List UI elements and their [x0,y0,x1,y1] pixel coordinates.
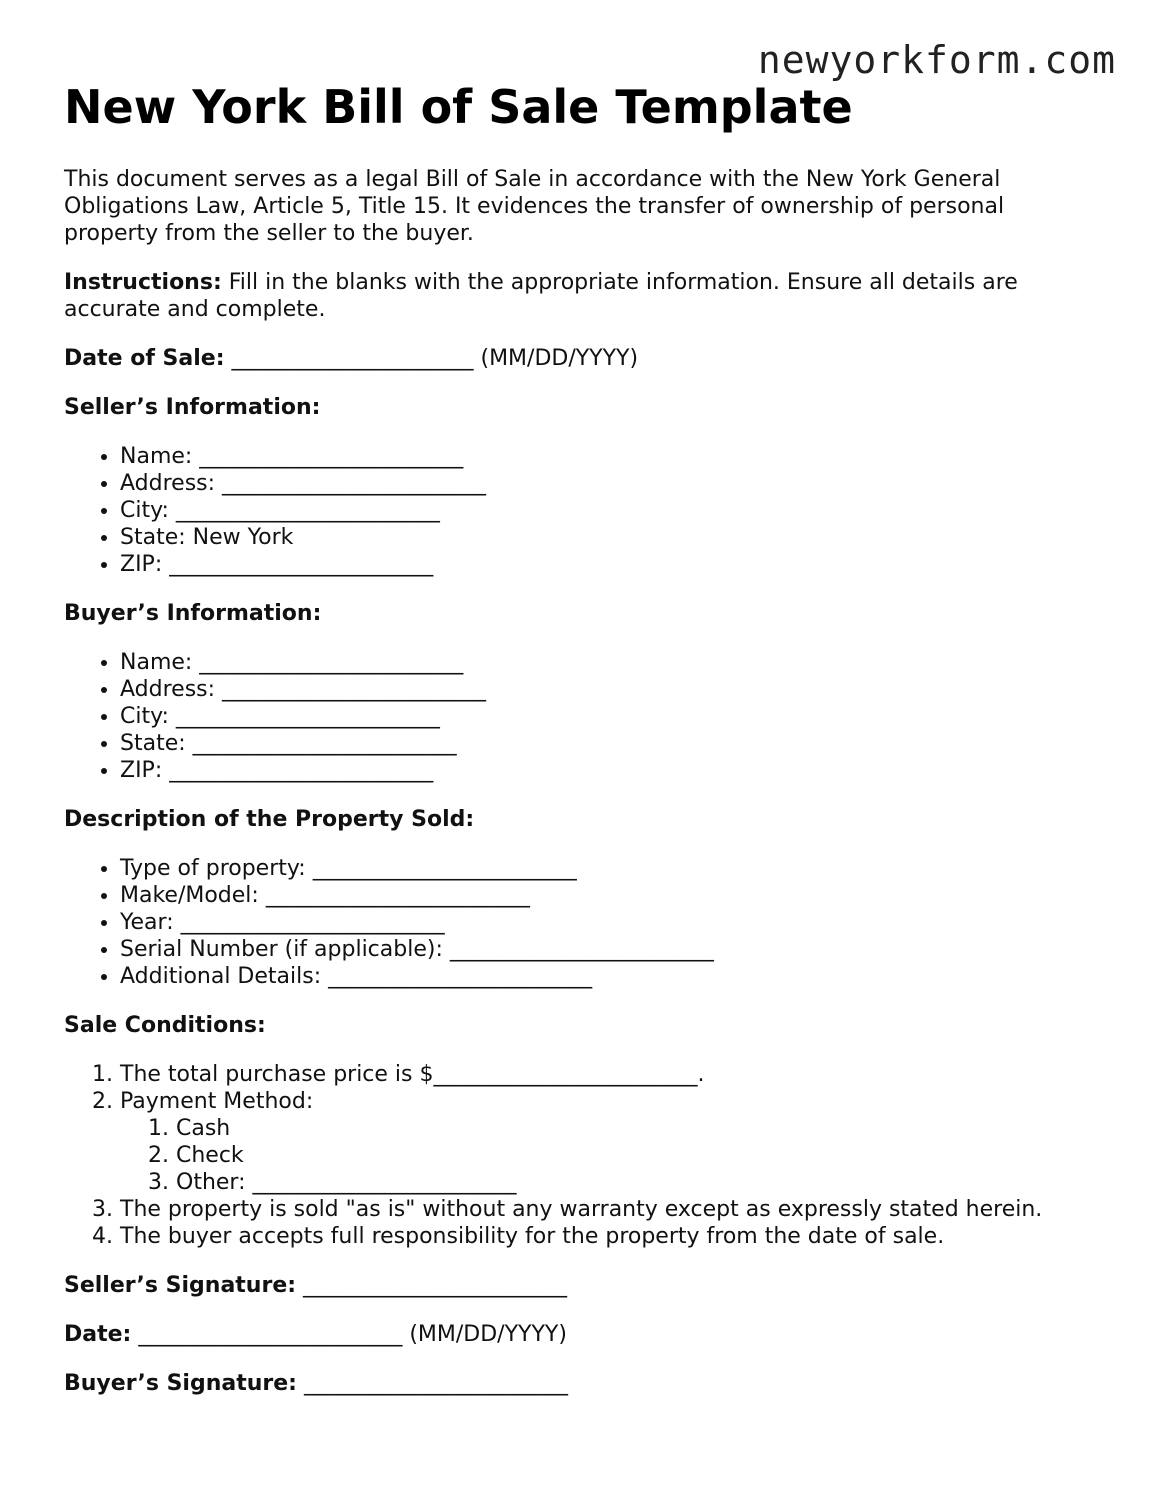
payment-method-label: Payment Method: [120,1089,314,1114]
list-item: • ZIP: ________________________ [120,757,1094,784]
property-list [64,855,1094,990]
list-item: • Additional Details: ________________________ [120,963,1094,990]
list-item: 3. Other: ________________________ [176,1169,1094,1196]
condition-responsibility: 4. The buyer accepts full responsibility for the property from the date of sale. [120,1223,1094,1250]
list-item: • City: ________________________ [120,703,1094,730]
list-item: 2. Check [176,1142,1094,1169]
property-heading [64,806,1094,833]
buyer-heading-text: Buyer’s Information: [64,601,322,626]
seller-heading-text: Seller’s Information: [64,395,321,420]
seller-signature-field [64,1272,1094,1299]
signature-date-field [64,1321,1094,1348]
date-of-sale-label: Date of Sale: [64,346,225,371]
property-heading-text: Description of the Property Sold: [64,807,475,832]
buyer-signature-blank: ________________________ [303,1371,568,1396]
buyer-info-list [64,649,1094,784]
list-item: • Name: ________________________ [120,443,1094,470]
document-body [64,166,1094,1419]
list-item: • City: ________________________ [120,497,1094,524]
buyer-signature-label: Buyer’s Signature: [64,1371,297,1396]
list-item: • Serial Number (if applicable): ________________________ [120,936,1094,963]
date-of-sale-blank: ______________________ (MM/DD/YYYY) [231,346,639,371]
list-item: • ZIP: ________________________ [120,551,1094,578]
seller-signature-label: Seller’s Signature: [64,1273,297,1298]
list-item: • State: New York [120,524,1094,551]
buyer-heading [64,600,1094,627]
signature-date-blank: ________________________ (MM/DD/YYYY) [138,1322,567,1347]
intro-paragraph: This document serves as a legal Bill of Sale in accordance with the New York General Obligations Law, Article 5, Title 15. It evidences the transfer of ownership of personal property from the seller to the buyer. [64,167,1005,246]
condition-as-is: 3. The property is sold "as is" without any warranty except as expressly stated herein. [120,1196,1094,1223]
instructions-text: Fill in the blanks with the appropriate information. Ensure all details are accurate and complete. [64,270,1018,322]
list-item: • Name: ________________________ [120,649,1094,676]
buyer-signature-field [64,1370,1094,1397]
list-item: • Address: ________________________ [120,676,1094,703]
condition-price: 1. The total purchase price is $________________________. [120,1061,1094,1088]
list-item: • State: ________________________ [120,730,1094,757]
seller-signature-blank: ________________________ [303,1273,568,1298]
list-item: • Address: ________________________ [120,470,1094,497]
conditions-heading-text: Sale Conditions: [64,1013,266,1038]
list-item: • Year: ________________________ [120,909,1094,936]
instructions-paragraph [64,269,1094,323]
seller-heading [64,394,1094,421]
conditions-list [64,1061,1094,1250]
list-item: • Make/Model: ________________________ [120,882,1094,909]
instructions-label: Instructions: [64,270,222,295]
signature-date-label: Date: [64,1322,132,1347]
date-of-sale-field [64,345,1094,372]
list-item: 1. Cash [176,1115,1094,1142]
page-title: New York Bill of Sale Template [64,80,853,134]
payment-method-list [120,1115,1094,1196]
condition-payment-method [120,1088,1094,1196]
site-watermark: newyorkform.com [757,38,1116,82]
seller-info-list [64,443,1094,578]
list-item: • Type of property: ________________________ [120,855,1094,882]
conditions-heading [64,1012,1094,1039]
